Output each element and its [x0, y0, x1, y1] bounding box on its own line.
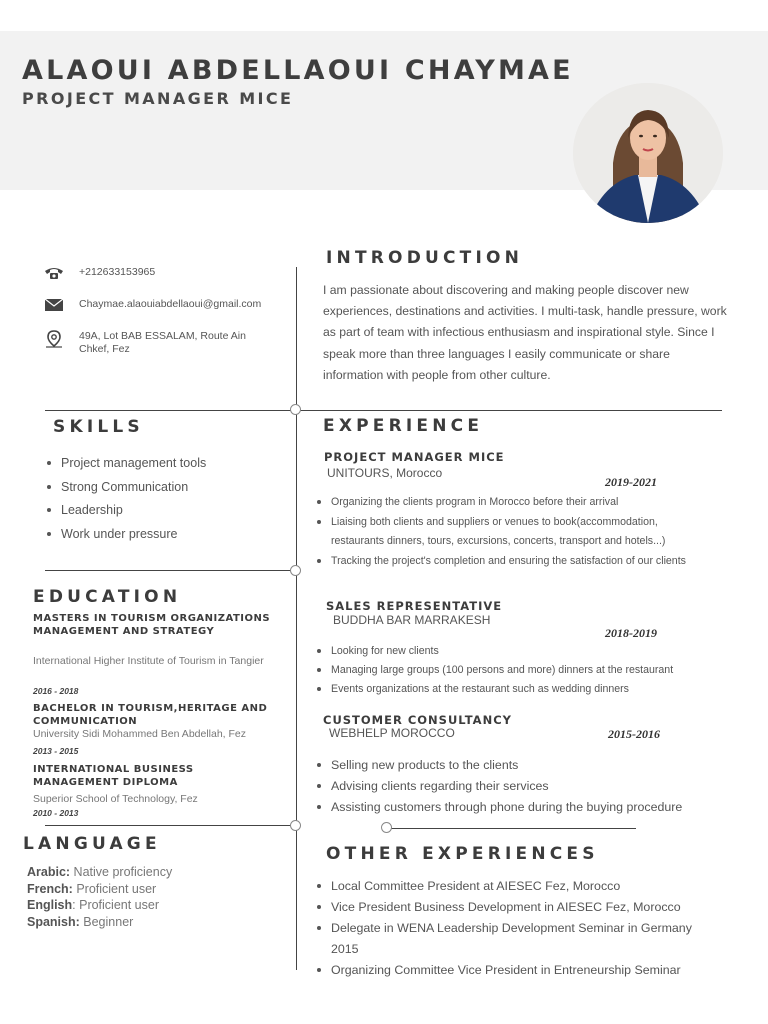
candidate-role: PROJECT MANAGER MICE — [22, 89, 294, 108]
experience-title: EXPERIENCE — [323, 416, 484, 436]
list-item: Managing large groups (100 persons and more) dinners at the restaurant — [331, 661, 731, 680]
list-item: Strong Communication — [61, 477, 206, 501]
job-bullets — [331, 493, 711, 571]
language-level: Proficient user — [72, 881, 157, 896]
education-degree: MASTERS IN TOURISM ORGANIZATIONS MANAGEMENT AND STRATEGY — [33, 613, 271, 637]
job-years: 2015-2016 — [608, 727, 660, 741]
job-bullets — [331, 755, 721, 818]
list-item: Assisting customers through phone during the buying procedure — [331, 797, 721, 818]
language-name: English — [27, 898, 73, 913]
phone-text: +212633153965 — [79, 266, 156, 278]
education-title: EDUCATION — [33, 587, 182, 607]
language-name: Arabic: — [27, 865, 71, 879]
language-name: French: — [27, 881, 73, 896]
timeline-dot — [290, 404, 301, 415]
phone-icon — [44, 266, 64, 284]
timeline-dot — [381, 822, 392, 833]
education-years: 2016 - 2018 — [33, 686, 79, 696]
divider-education — [45, 570, 296, 571]
list-item: Events organizations at the restaurant such as wedding dinners — [331, 680, 731, 699]
list-item: Liaising both clients and suppliers or venues to book(accommodation, restaurants dinners, tours, excursions, concerts, transport and hotels...) — [331, 513, 711, 552]
contact-email — [44, 298, 261, 316]
list-item: Advising clients regarding their services — [331, 776, 721, 797]
list-item: Organizing the clients program in Morocco before their arrival — [331, 493, 711, 513]
education-school: International Higher Institute of Tourism in Tangier — [33, 655, 264, 667]
education-years: 2013 - 2015 — [33, 746, 79, 756]
job-years: 2019-2021 — [605, 475, 657, 489]
job-bullets — [331, 642, 731, 699]
job-company: WEBHELP MOROCCO — [329, 726, 455, 740]
email-text: Chaymae.alaouiabdellaoui@gmail.com — [79, 298, 262, 310]
language-title: LANGUAGE — [23, 834, 161, 854]
language-item — [27, 897, 172, 914]
job-years: 2018-2019 — [605, 626, 657, 640]
other-experiences-list — [331, 876, 716, 981]
list-item: Project management tools — [61, 453, 206, 477]
education-degree: INTERNATIONAL BUSINESS MANAGEMENT DIPLOMA — [33, 764, 194, 788]
list-item: Looking for new clients — [331, 642, 731, 661]
list-item: Delegate in WENA Leadership Development Seminar in Germany 2015 — [331, 918, 716, 960]
divider-skills — [45, 410, 722, 411]
job-title: PROJECT MANAGER MICE — [324, 450, 505, 464]
list-item: Leadership — [61, 500, 206, 524]
introduction-title: INTRODUCTION — [326, 248, 524, 268]
envelope-icon — [44, 298, 64, 316]
list-item: Work under pressure — [61, 524, 206, 548]
language-item — [27, 914, 172, 931]
education-years: 2010 - 2013 — [33, 808, 79, 818]
candidate-name: ALAOUI ABDELLAOUI CHAYMAE — [22, 55, 574, 86]
job-company: UNITOURS, Morocco — [327, 466, 443, 480]
profile-photo — [573, 83, 723, 223]
skills-title: SKILLS — [53, 417, 144, 437]
other-experiences-title: OTHER EXPERIENCES — [326, 844, 599, 864]
skills-list — [61, 453, 206, 548]
language-level: Native proficiency — [70, 865, 173, 879]
list-item: Vice President Business Development in AIESEC Fez, Morocco — [331, 897, 716, 918]
job-company: BUDDHA BAR MARRAKESH — [333, 613, 491, 627]
job-title: SALES REPRESENTATIVE — [326, 599, 503, 613]
contact-phone — [44, 266, 155, 284]
list-item: Selling new products to the clients — [331, 755, 721, 776]
language-item — [27, 881, 172, 898]
location-pin-icon — [44, 330, 64, 348]
language-list — [27, 864, 172, 930]
contact-address — [44, 330, 269, 356]
job-title: CUSTOMER CONSULTANCY — [323, 713, 512, 727]
list-item: Organizing Committee Vice President in Entreneurship Seminar — [331, 960, 716, 981]
address-text: 49A, Lot BAB ESSALAM, Route Ain Chkef, Fez — [79, 330, 246, 355]
introduction-text: I am passionate about discovering and making people discover new experiences, destinations and activities. I multi-task, handle pressure, work as part of team with infectious enthusiasm and inspirational style. Since I speak more than three languages I easily communicate or share information with people from other culture. — [323, 283, 727, 382]
language-level: : Proficient user — [72, 898, 159, 913]
timeline-vertical-line — [296, 267, 297, 970]
list-item: Local Committee President at AIESEC Fez, Morocco — [331, 876, 716, 897]
list-item: Tracking the project's completion and ensuring the satisfaction of our clients — [331, 552, 711, 572]
language-item — [27, 864, 172, 881]
language-level: Beginner — [79, 914, 134, 929]
language-name: Spanish: — [27, 914, 80, 929]
timeline-dot — [290, 565, 301, 576]
divider-language — [45, 825, 296, 826]
divider-other-experiences — [386, 828, 636, 829]
timeline-dot — [290, 820, 301, 831]
education-school: University Sidi Mohammed Ben Abdellah, Fez — [33, 728, 247, 740]
education-degree: BACHELOR IN TOURISM,HERITAGE AND COMMUNICATION — [33, 703, 268, 727]
education-school: Superior School of Technology, Fez — [33, 793, 198, 805]
